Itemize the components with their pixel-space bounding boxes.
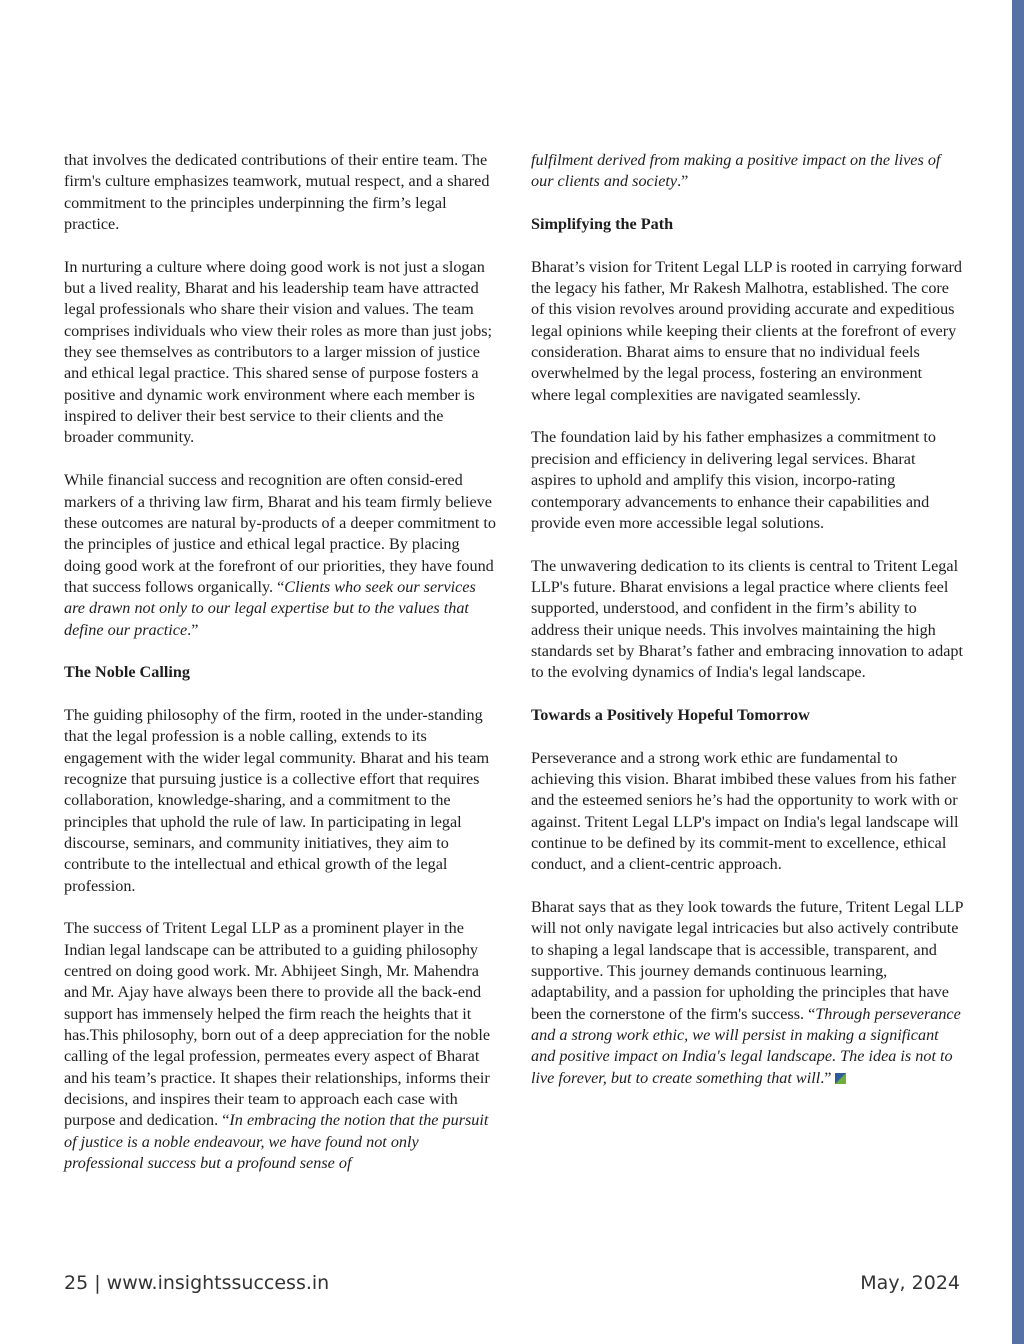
- paragraph: that involves the dedicated contributions of their entire team. The firm's culture emphasizes teamwork, mutual respect, and a shared commitment to the principles underpinning the firm’s legal practice.: [64, 151, 490, 234]
- paragraph: Perseverance and a strong work ethic are fundamental to achieving this vision. Bharat imbibed these values from his father and the esteemed seniors he’s had the opportunity to work with or against. Tritent Legal LLP's impact on India's legal landscape will continue to be defined by its commit-ment to excellence, ethical conduct, and a client-centric approach.: [531, 748, 959, 874]
- quote: fulfilment derived from making a positive impact on the lives of our clients and society: [531, 151, 941, 191]
- paragraph: While financial success and recognition are often consid-ered markers of a thriving law firm, Bharat and his team firmly believe these outcomes are natural by-products of a deeper commitment to the principles of justice and ethical legal practice. By placing doing good work at the forefront of our priorities, they have found that success follows organically. “Clients who seek our services are drawn not only to our legal expertise but to the values that define our practice.”: [64, 471, 496, 639]
- paragraph: fulfilment derived from making a positive impact on the lives of our clients and society.”: [531, 151, 941, 191]
- section-heading: Simplifying the Path: [531, 215, 674, 234]
- quote: In embracing the notion that the pursuit of justice is a noble endeavour, we have found not only professional success but a profound sense of: [64, 1111, 489, 1173]
- paragraph: The foundation laid by his father emphasizes a commitment to precision and efficiency in delivering legal services. Bharat aspires to uphold and amplify this vision, incorpo-rating contemporary advancements to enhance their capabilities and provide even more accessible legal solutions.: [531, 428, 937, 532]
- paragraph: The guiding philosophy of the firm, rooted in the under-standing that the legal profession is a noble calling, extends to its engagement with the wider legal community. Bharat and his team recognize that pursuing justice is a collective effort that requires collaboration, knowledge-sharing, and a commitment to the principles that uphold the rule of law. In participating in legal discourse, seminars, and community initiatives, they aim to contribute to the intellectual and ethical growth of the legal profession.: [64, 705, 490, 895]
- footer-date: May, 2024: [860, 1272, 960, 1294]
- left-column: [64, 150, 496, 1175]
- right-column: [531, 150, 963, 1089]
- quote: Through perseverance and a strong work ethic, we will persist in making a significant and positive impact on India's legal landscape. The idea is not to live forever, but to create something that will: [531, 1004, 961, 1087]
- quote: Clients who seek our services are drawn not only to our legal expertise but to the values that define our practice: [64, 577, 476, 639]
- page-edge-bar: [1012, 0, 1024, 1344]
- section-heading: The Noble Calling: [64, 663, 190, 682]
- paragraph: The success of Tritent Legal LLP as a prominent player in the Indian legal landscape can be attributed to a guiding philosophy centred on doing good work. Mr. Abhijeet Singh, Mr. Mahendra and Mr. Ajay have always been there to provide all the back-end support has immensely helped the firm reach the heights that it has.This philosophy, born out of a deep appreciation for the noble calling of the legal profession, permeates every aspect of Bharat and his team’s practice. It shapes their relationships, informs their decisions, and inspires their team to approach each case with purpose and dedication. “In embracing the notion that the pursuit of justice is a noble endeavour, we have found not only professional success but a profound sense of: [64, 919, 491, 1173]
- section-heading: Towards a Positively Hopeful Tomorrow: [531, 705, 810, 724]
- paragraph: Bharat says that as they look towards the future, Tritent Legal LLP will not only navigate legal intricacies but also actively contribute to shaping a legal landscape that is accessible, transparent, and supportive. This journey demands continuous learning, adaptability, and a passion for upholding the principles that have been the cornerstone of the firm's success. “Through perseverance and a strong work ethic, we will persist in making a significant and positive impact on India's legal landscape. The idea is not to live forever, but to create something that will.”: [531, 898, 963, 1087]
- paragraph: Bharat’s vision for Tritent Legal LLP is rooted in carrying forward the legacy his father, Mr Rakesh Malhotra, established. The core of this vision revolves around providing accurate and expeditious legal opinions while keeping their clients at the forefront of every consideration. Bharat aims to ensure that no individual feels overwhelmed by the legal process, fostering an environment where legal complexities are navigated seamlessly.: [531, 257, 962, 404]
- paragraph: In nurturing a culture where doing good work is not just a slogan but a lived reality, Bharat and his leadership team have attracted legal professionals who share their vision and values. The team comprises individuals who view their roles as more than just jobs; they see themselves as contributors to a larger mission of justice and ethical legal practice. This shared sense of purpose fosters a positive and dynamic work environment where each member is inspired to deliver their best service to their clients and the broader community.: [64, 257, 493, 447]
- end-mark-icon: [835, 1073, 846, 1084]
- footer-page-url: 25 | www.insightssuccess.in: [64, 1272, 330, 1294]
- paragraph: The unwavering dedication to its clients is central to Tritent Legal LLP's future. Bharat envisions a legal practice where clients feel supported, understood, and confident in the firm’s ability to address their unique needs. This involves maintaining the high standards set by Bharat’s father and embracing innovation to adapt to the evolving dynamics of India's legal landscape.: [531, 556, 963, 682]
